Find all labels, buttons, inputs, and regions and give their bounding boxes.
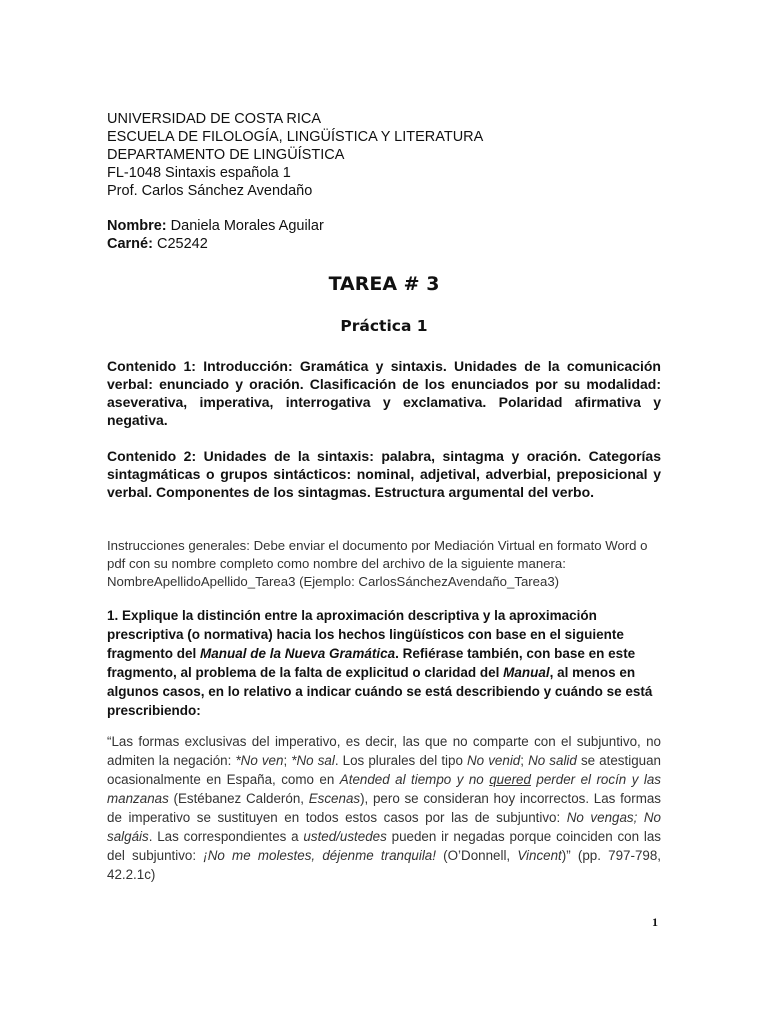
department-line: DEPARTAMENTO DE LINGÜÍSTICA bbox=[107, 147, 345, 163]
quote-text: ; bbox=[520, 753, 529, 768]
question-italic: Manual bbox=[503, 665, 550, 680]
quote-text: ), pero se consideran hoy incorrectos. Las formas de imperativo se sustituyen en todos estos casos por las de subjuntivo: bbox=[107, 791, 661, 825]
student-info bbox=[107, 217, 324, 253]
quote-italic-underlined: quered bbox=[489, 772, 531, 787]
quote-italic: Escenas bbox=[308, 791, 361, 806]
question-text: . Refiérase también, con base en este fragmento, al problema de la falta de explicitud o claridad del bbox=[107, 646, 636, 680]
quote-text: (Estébanez Calderón, bbox=[168, 791, 309, 806]
page-number: 1 bbox=[652, 915, 658, 929]
quote-text: . Los plurales del tipo bbox=[334, 753, 468, 768]
instructions bbox=[107, 537, 661, 591]
quote-text: (O’Donnell, bbox=[435, 848, 518, 863]
question-1 bbox=[107, 606, 661, 720]
quote-text: . Las correspondientes a bbox=[148, 829, 304, 844]
quote-italic: No vengas; No salgáis bbox=[107, 810, 662, 844]
quote-text: se atestiguan ocasionalmente en España, como en bbox=[107, 753, 661, 787]
quote-text: ; bbox=[283, 753, 292, 768]
id-label: Carné: bbox=[107, 236, 153, 252]
student-name-row bbox=[107, 217, 324, 235]
quote-italic: *No ven bbox=[235, 753, 284, 768]
quote-italic: usted/ustedes bbox=[303, 829, 387, 844]
contenido-1: Contenido 1: Introducción: Gramática y sintaxis. Unidades de la comunicación verbal: enunciado y oración. Clasificación de los enunciados por su modalidad: aseverativa, imperativa, interrogativa y exclamativa. Polaridad afirmativa y negativa. bbox=[107, 358, 661, 428]
instructions-label: Instrucciones generales: bbox=[107, 538, 250, 553]
university-line: UNIVERSIDAD DE COSTA RICA bbox=[107, 111, 322, 127]
document-header bbox=[107, 110, 483, 200]
quote-italic: ¡No me molestes, déjenme tranquila! bbox=[203, 848, 436, 863]
quote-italic: Vincent bbox=[517, 848, 562, 863]
contenido-2: Contenido 2: Unidades de la sintaxis: palabra, sintagma y oración. Categorías sintagmáticas o grupos sintácticos: nominal, adjetival, adverbial, preposicional y verbal. Componentes de los sintagmas. Estructura argumental del verbo. bbox=[107, 448, 661, 500]
quote-block bbox=[107, 732, 661, 884]
quote-text: “Las formas exclusivas del imperativo, es decir, las que no comparte con el subjuntivo, no admiten la negación: bbox=[107, 734, 661, 768]
student-id-row bbox=[107, 235, 324, 253]
quote-italic: No salid bbox=[528, 753, 577, 768]
instructions-text: Debe enviar el documento por Mediación Virtual en formato Word o pdf con su nombre completo como nombre del archivo de la siguiente manera: NombreApellidoApellido_Tarea3 (Ejemplo: CarlosSánchezAvendaño_Tarea3) bbox=[107, 538, 648, 589]
name-value: Daniela Morales Aguilar bbox=[166, 218, 324, 234]
page-title: TAREA # 3 bbox=[328, 273, 440, 295]
quote-italic: *No sal bbox=[291, 753, 335, 768]
question-italic: Manual de la Nueva Gramática bbox=[200, 646, 396, 661]
question-text: 1. Explique la distinción entre la aproximación descriptiva y la aproximación prescriptiva (o normativa) hacia los hechos lingüísticos con base en el siguiente fragmento del bbox=[107, 608, 624, 661]
page-subtitle: Práctica 1 bbox=[340, 317, 428, 335]
name-label: Nombre: bbox=[107, 218, 167, 234]
professor-line: Prof. Carlos Sánchez Avendaño bbox=[107, 183, 313, 199]
quote-italic: Atended al tiempo y no bbox=[339, 772, 490, 787]
question-text: , al menos en algunos casos, en lo relativo a indicar cuándo se está describiendo y cuándo se está prescribiendo: bbox=[107, 665, 653, 718]
school-line: ESCUELA DE FILOLOGÍA, LINGÜÍSTICA Y LITERATURA bbox=[107, 129, 484, 145]
course-line: FL-1048 Sintaxis española 1 bbox=[107, 165, 291, 181]
quote-italic: No venid bbox=[467, 753, 521, 768]
quote-text: pueden ir negadas porque coinciden con las del subjuntivo: bbox=[107, 829, 661, 863]
quote-text: )” (pp. 797-798, 42.2.1c) bbox=[107, 848, 662, 882]
quote-italic: perder el rocín y las manzanas bbox=[107, 772, 661, 806]
id-value: C25242 bbox=[152, 236, 208, 252]
